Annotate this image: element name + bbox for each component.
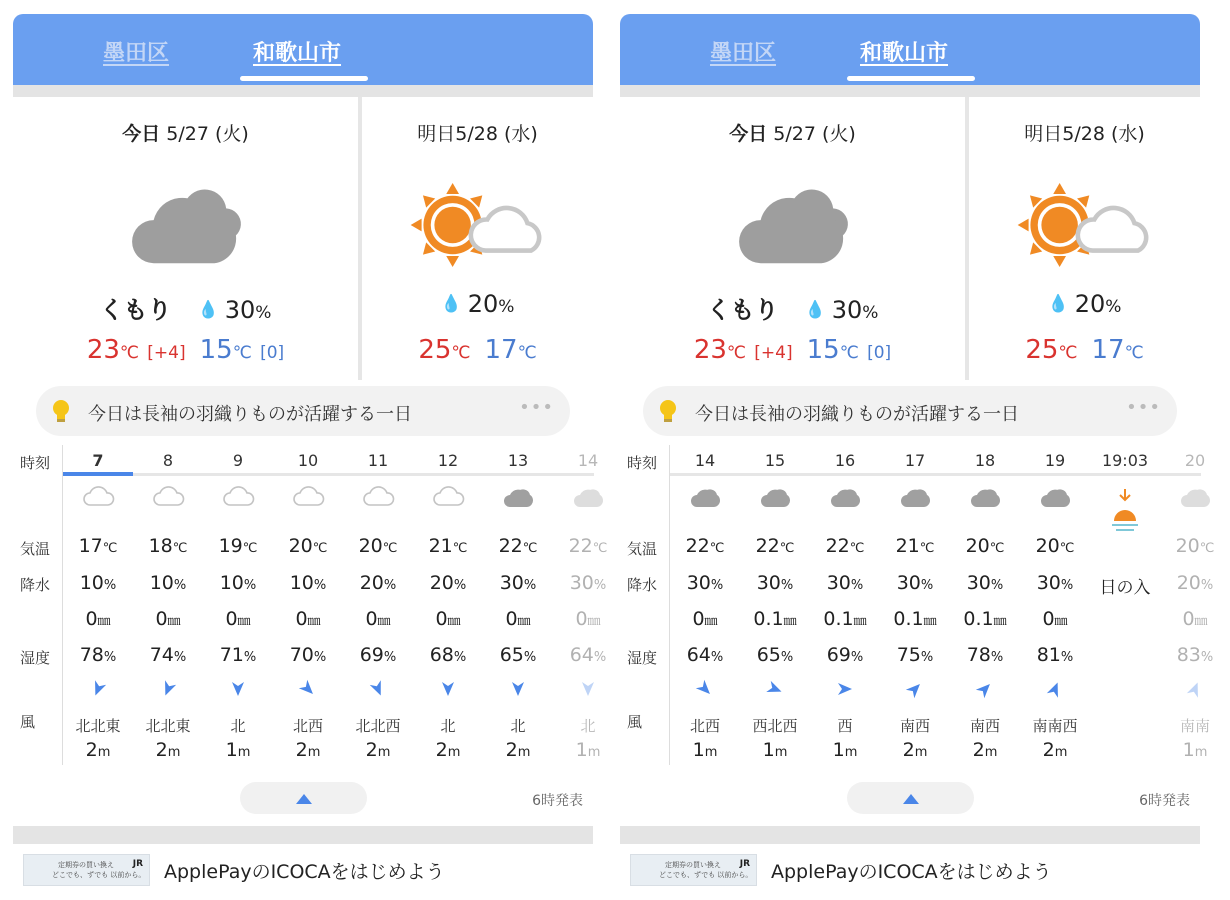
hour-column bbox=[133, 445, 203, 765]
label-humidity: 湿度 bbox=[20, 649, 51, 667]
wind-direction: 北 bbox=[580, 717, 596, 735]
wind-speed: 1m bbox=[1182, 739, 1208, 761]
hour-rainfall: 0.1㎜ bbox=[823, 608, 867, 630]
lightbulb-icon bbox=[50, 398, 72, 428]
chevron-up-icon bbox=[903, 794, 919, 804]
wind-direction-arrow-icon bbox=[580, 681, 596, 701]
wind-direction-arrow-icon bbox=[230, 681, 246, 701]
hour-label: 12 bbox=[437, 451, 459, 470]
tab-sumida[interactable]: 墨田区 bbox=[103, 41, 170, 66]
cloudy-icon bbox=[733, 175, 851, 277]
hour-rainfall: 0㎜ bbox=[85, 608, 111, 630]
today-condition: くもり bbox=[706, 296, 779, 324]
hour-column bbox=[950, 445, 1020, 765]
hour-rainfall: 0㎜ bbox=[225, 608, 251, 630]
wind-speed: 2m bbox=[295, 739, 321, 761]
hour-precip: 30% bbox=[826, 572, 864, 594]
wind-speed: 1m bbox=[832, 739, 858, 761]
lightbulb-icon bbox=[657, 398, 679, 428]
wind-direction-arrow-icon bbox=[90, 681, 106, 701]
cloudy-icon bbox=[1040, 485, 1072, 513]
wind-speed: 2m bbox=[365, 739, 391, 761]
daily-tip[interactable] bbox=[643, 386, 1177, 436]
cloud-outline-icon bbox=[433, 485, 465, 511]
wind-direction-arrow-icon bbox=[697, 681, 713, 701]
label-precip: 降水 bbox=[20, 576, 51, 594]
hour-label: 15 bbox=[764, 451, 786, 470]
wind-direction: 南西 bbox=[899, 717, 930, 735]
wind-direction: 南南西 bbox=[1032, 717, 1078, 735]
location-tab-bar bbox=[13, 14, 593, 85]
cloudy-icon bbox=[126, 175, 244, 277]
hour-label: 13 bbox=[507, 451, 529, 470]
hour-column bbox=[670, 445, 740, 765]
raindrop-icon: 💧 bbox=[804, 300, 826, 320]
wind-speed: 2m bbox=[85, 739, 111, 761]
sunset-label: 日の入 bbox=[1099, 578, 1151, 598]
hour-precip: 30% bbox=[756, 572, 794, 594]
hour-temp: 20℃ bbox=[1175, 535, 1215, 557]
tomorrow-precip: 20 bbox=[1074, 290, 1106, 318]
wind-direction-arrow-icon bbox=[510, 681, 526, 701]
hour-humidity: 70% bbox=[289, 644, 327, 666]
label-temp: 気温 bbox=[627, 540, 658, 558]
wind-direction: 西北西 bbox=[752, 717, 798, 735]
tomorrow-high: 25℃ bbox=[1025, 335, 1078, 365]
wind-speed: 1m bbox=[225, 739, 251, 761]
today-precip: 30 bbox=[831, 296, 863, 324]
hourly-forecast[interactable] bbox=[62, 445, 608, 765]
today-condition-row: くもり 💧 30% bbox=[99, 296, 272, 324]
ad-thumbnail[interactable]: 定期券の買い換え どこでも、ずでも 以前から。 JR bbox=[23, 854, 150, 886]
weather-panel-right bbox=[607, 0, 1215, 900]
wind-direction: 北 bbox=[510, 717, 526, 735]
wind-speed: 1m bbox=[692, 739, 718, 761]
hour-humidity: 71% bbox=[219, 644, 257, 666]
hour-temp: 19℃ bbox=[218, 535, 258, 557]
tab-sumida[interactable]: 墨田区 bbox=[710, 41, 777, 66]
hour-rainfall: 0㎜ bbox=[155, 608, 181, 630]
wind-speed: 2m bbox=[155, 739, 181, 761]
label-precip: 降水 bbox=[627, 576, 658, 594]
wind-direction: 南西 bbox=[969, 717, 1000, 735]
hour-rainfall: 0㎜ bbox=[365, 608, 391, 630]
today-low: 15℃ [0] bbox=[199, 335, 285, 365]
hour-humidity: 65% bbox=[756, 644, 794, 666]
wind-speed: 1m bbox=[762, 739, 788, 761]
cloud-outline-icon bbox=[293, 485, 325, 511]
hour-column bbox=[1090, 445, 1160, 765]
hour-precip: 30% bbox=[499, 572, 537, 594]
hour-column bbox=[880, 445, 950, 765]
hour-temp: 20℃ bbox=[965, 535, 1005, 557]
hour-label: 19:03 bbox=[1101, 451, 1149, 470]
wind-direction-arrow-icon bbox=[837, 681, 853, 701]
cloudy-icon bbox=[503, 485, 535, 513]
cloudy-icon bbox=[760, 485, 792, 513]
hour-rainfall: 0.1㎜ bbox=[753, 608, 797, 630]
cloud-outline-icon bbox=[83, 485, 115, 511]
hour-column bbox=[483, 445, 553, 765]
hour-humidity: 64% bbox=[686, 644, 724, 666]
daily-tip[interactable] bbox=[36, 386, 570, 436]
hour-precip: 30% bbox=[686, 572, 724, 594]
weather-panel-left bbox=[0, 0, 608, 900]
wind-direction-arrow-icon bbox=[977, 681, 993, 701]
tomorrow-forecast[interactable] bbox=[362, 97, 593, 380]
wind-direction-arrow-icon bbox=[160, 681, 176, 701]
hour-temp: 21℃ bbox=[428, 535, 468, 557]
collapse-button[interactable] bbox=[240, 782, 367, 814]
hour-precip: 30% bbox=[896, 572, 934, 594]
wind-direction-arrow-icon bbox=[1047, 681, 1063, 701]
tab-wakayama[interactable]: 和歌山市 bbox=[253, 41, 342, 66]
wind-direction-arrow-icon bbox=[907, 681, 923, 701]
hour-precip: 20% bbox=[1176, 572, 1214, 594]
raindrop-icon: 💧 bbox=[440, 294, 462, 314]
cloud-outline-icon bbox=[153, 485, 185, 511]
today-date: 今日 5/27 (火) bbox=[122, 123, 249, 145]
ad-thumbnail[interactable]: 定期券の買い換え どこでも、ずでも 以前から。 JR bbox=[630, 854, 757, 886]
hour-precip: 30% bbox=[1036, 572, 1074, 594]
today-precip: 30 bbox=[224, 296, 256, 324]
hour-label: 9 bbox=[232, 451, 244, 470]
today-condition-row: くもり 💧 30% bbox=[706, 296, 879, 324]
hour-label: 14 bbox=[577, 451, 599, 470]
hour-label: 8 bbox=[162, 451, 174, 470]
tomorrow-temps bbox=[969, 335, 1200, 365]
wind-direction: 南南 bbox=[1179, 717, 1210, 735]
hour-rainfall: 0㎜ bbox=[1042, 608, 1068, 630]
divider bbox=[13, 826, 593, 844]
hour-humidity: 64% bbox=[569, 644, 607, 666]
hour-humidity: 69% bbox=[359, 644, 397, 666]
wind-direction-arrow-icon bbox=[767, 681, 783, 701]
hour-column bbox=[413, 445, 483, 765]
wind-direction-arrow-icon bbox=[370, 681, 386, 701]
hour-precip: 20% bbox=[429, 572, 467, 594]
tomorrow-low: 17℃ bbox=[484, 335, 537, 365]
hour-rainfall: 0㎜ bbox=[1182, 608, 1208, 630]
cloud-outline-icon bbox=[223, 485, 255, 511]
label-humidity: 湿度 bbox=[627, 649, 658, 667]
hour-temp: 20℃ bbox=[358, 535, 398, 557]
wind-direction-arrow-icon bbox=[1187, 681, 1203, 701]
today-high: 23℃ [+4] bbox=[86, 335, 186, 365]
today-temps bbox=[13, 335, 358, 365]
hour-label: 14 bbox=[694, 451, 716, 470]
hour-precip: 10% bbox=[149, 572, 187, 594]
hour-rainfall: 0.1㎜ bbox=[893, 608, 937, 630]
tab-wakayama[interactable]: 和歌山市 bbox=[860, 41, 949, 66]
hour-label: 7 bbox=[92, 451, 104, 470]
more-icon[interactable]: ••• bbox=[1126, 397, 1161, 418]
hour-temp: 22℃ bbox=[498, 535, 538, 557]
tomorrow-condition-row: 💧 20% bbox=[440, 290, 515, 318]
tip-text: 今日は長袖の羽織りものが活躍する一日 bbox=[695, 404, 1019, 425]
issued-time: 6時発表 bbox=[1139, 793, 1190, 809]
hour-column bbox=[273, 445, 343, 765]
today-date: 今日 5/27 (火) bbox=[729, 123, 856, 145]
hour-label: 11 bbox=[367, 451, 389, 470]
sunset-icon bbox=[1110, 487, 1140, 541]
hour-column bbox=[1020, 445, 1090, 765]
hour-temp: 22℃ bbox=[685, 535, 725, 557]
cloudy-icon bbox=[830, 485, 862, 513]
tip-text: 今日は長袖の羽織りものが活躍する一日 bbox=[88, 404, 412, 425]
today-condition: くもり bbox=[99, 296, 172, 324]
wind-direction: 北北東 bbox=[75, 717, 121, 735]
today-high: 23℃ [+4] bbox=[693, 335, 793, 365]
sunny-then-cloudy-icon bbox=[407, 179, 553, 275]
hour-label: 16 bbox=[834, 451, 856, 470]
hour-rainfall: 0㎜ bbox=[575, 608, 601, 630]
today-forecast[interactable] bbox=[13, 97, 358, 380]
hour-label: 20 bbox=[1184, 451, 1206, 470]
today-forecast[interactable] bbox=[620, 97, 965, 380]
label-time: 時刻 bbox=[20, 454, 51, 472]
hour-humidity: 68% bbox=[429, 644, 467, 666]
hour-humidity: 83% bbox=[1176, 644, 1214, 666]
hour-column bbox=[810, 445, 880, 765]
hour-label: 18 bbox=[974, 451, 996, 470]
today-low: 15℃ [0] bbox=[806, 335, 892, 365]
hour-humidity: 78% bbox=[79, 644, 117, 666]
tomorrow-date: 明日5/28 (水) bbox=[417, 123, 538, 145]
hour-temp: 22℃ bbox=[568, 535, 608, 557]
tomorrow-date: 明日5/28 (水) bbox=[1024, 123, 1145, 145]
wind-speed: 1m bbox=[575, 739, 601, 761]
wind-direction: 北 bbox=[230, 717, 246, 735]
hour-rainfall: 0㎜ bbox=[435, 608, 461, 630]
hour-precip: 10% bbox=[79, 572, 117, 594]
hour-temp: 20℃ bbox=[1035, 535, 1075, 557]
collapse-button[interactable] bbox=[847, 782, 974, 814]
today-temps bbox=[620, 335, 965, 365]
hour-temp: 17℃ bbox=[78, 535, 118, 557]
active-tab-indicator bbox=[847, 76, 975, 81]
hour-humidity: 75% bbox=[896, 644, 934, 666]
hour-column bbox=[740, 445, 810, 765]
hour-label: 17 bbox=[904, 451, 926, 470]
hour-precip: 10% bbox=[289, 572, 327, 594]
wind-direction: 北西 bbox=[689, 717, 720, 735]
hour-rainfall: 0.1㎜ bbox=[963, 608, 1007, 630]
tomorrow-temps bbox=[362, 335, 593, 365]
location-tab-bar bbox=[620, 14, 1200, 85]
wind-speed: 2m bbox=[435, 739, 461, 761]
hour-rainfall: 0㎜ bbox=[505, 608, 531, 630]
cloudy-icon bbox=[573, 485, 605, 513]
hour-temp: 22℃ bbox=[825, 535, 865, 557]
hour-column bbox=[1160, 445, 1230, 765]
hour-humidity: 74% bbox=[149, 644, 187, 666]
cloud-outline-icon bbox=[363, 485, 395, 511]
wind-direction: 北西 bbox=[292, 717, 323, 735]
tomorrow-forecast[interactable] bbox=[969, 97, 1200, 380]
label-temp: 気温 bbox=[20, 540, 51, 558]
label-time: 時刻 bbox=[627, 454, 658, 472]
more-icon[interactable]: ••• bbox=[519, 397, 554, 418]
cloudy-icon bbox=[1180, 485, 1212, 513]
hour-precip: 20% bbox=[359, 572, 397, 594]
wind-direction: 西 bbox=[837, 717, 853, 735]
wind-direction-arrow-icon bbox=[300, 681, 316, 701]
hour-humidity: 78% bbox=[966, 644, 1004, 666]
tomorrow-precip: 20 bbox=[467, 290, 499, 318]
hour-temp: 18℃ bbox=[148, 535, 188, 557]
divider bbox=[620, 85, 1200, 97]
hour-precip: 30% bbox=[569, 572, 607, 594]
hour-humidity: 69% bbox=[826, 644, 864, 666]
ad-link[interactable]: ApplePayのICOCAをはじめよう bbox=[771, 861, 1052, 883]
hour-precip: 10% bbox=[219, 572, 257, 594]
wind-speed: 2m bbox=[972, 739, 998, 761]
hour-label: 10 bbox=[297, 451, 319, 470]
divider bbox=[620, 826, 1200, 844]
raindrop-icon: 💧 bbox=[1047, 294, 1069, 314]
label-wind: 風 bbox=[20, 713, 36, 731]
hour-temp: 22℃ bbox=[755, 535, 795, 557]
label-wind: 風 bbox=[627, 713, 643, 731]
wind-direction: 北北西 bbox=[355, 717, 401, 735]
hour-temp: 20℃ bbox=[288, 535, 328, 557]
hour-label: 19 bbox=[1044, 451, 1066, 470]
hour-column bbox=[63, 445, 133, 765]
wind-direction-arrow-icon bbox=[440, 681, 456, 701]
ad-link[interactable]: ApplePayのICOCAをはじめよう bbox=[164, 861, 445, 883]
wind-speed: 2m bbox=[505, 739, 531, 761]
wind-direction: 北 bbox=[440, 717, 456, 735]
tomorrow-condition-row: 💧 20% bbox=[1047, 290, 1122, 318]
issued-time: 6時発表 bbox=[532, 793, 583, 809]
hour-rainfall: 0㎜ bbox=[692, 608, 718, 630]
cloudy-icon bbox=[970, 485, 1002, 513]
hour-temp: 21℃ bbox=[895, 535, 935, 557]
tomorrow-high: 25℃ bbox=[418, 335, 471, 365]
raindrop-icon: 💧 bbox=[197, 300, 219, 320]
hour-column bbox=[343, 445, 413, 765]
sunny-then-cloudy-icon bbox=[1014, 179, 1160, 275]
cloudy-icon bbox=[900, 485, 932, 513]
active-tab-indicator bbox=[240, 76, 368, 81]
hour-precip: 30% bbox=[966, 572, 1004, 594]
tomorrow-low: 17℃ bbox=[1091, 335, 1144, 365]
divider bbox=[13, 85, 593, 97]
hour-humidity: 81% bbox=[1036, 644, 1074, 666]
chevron-up-icon bbox=[296, 794, 312, 804]
wind-speed: 2m bbox=[902, 739, 928, 761]
hourly-forecast[interactable] bbox=[669, 445, 1215, 765]
wind-speed: 2m bbox=[1042, 739, 1068, 761]
wind-direction: 北北東 bbox=[145, 717, 191, 735]
hour-humidity: 65% bbox=[499, 644, 537, 666]
cloudy-icon bbox=[690, 485, 722, 513]
hour-rainfall: 0㎜ bbox=[295, 608, 321, 630]
hour-column bbox=[203, 445, 273, 765]
